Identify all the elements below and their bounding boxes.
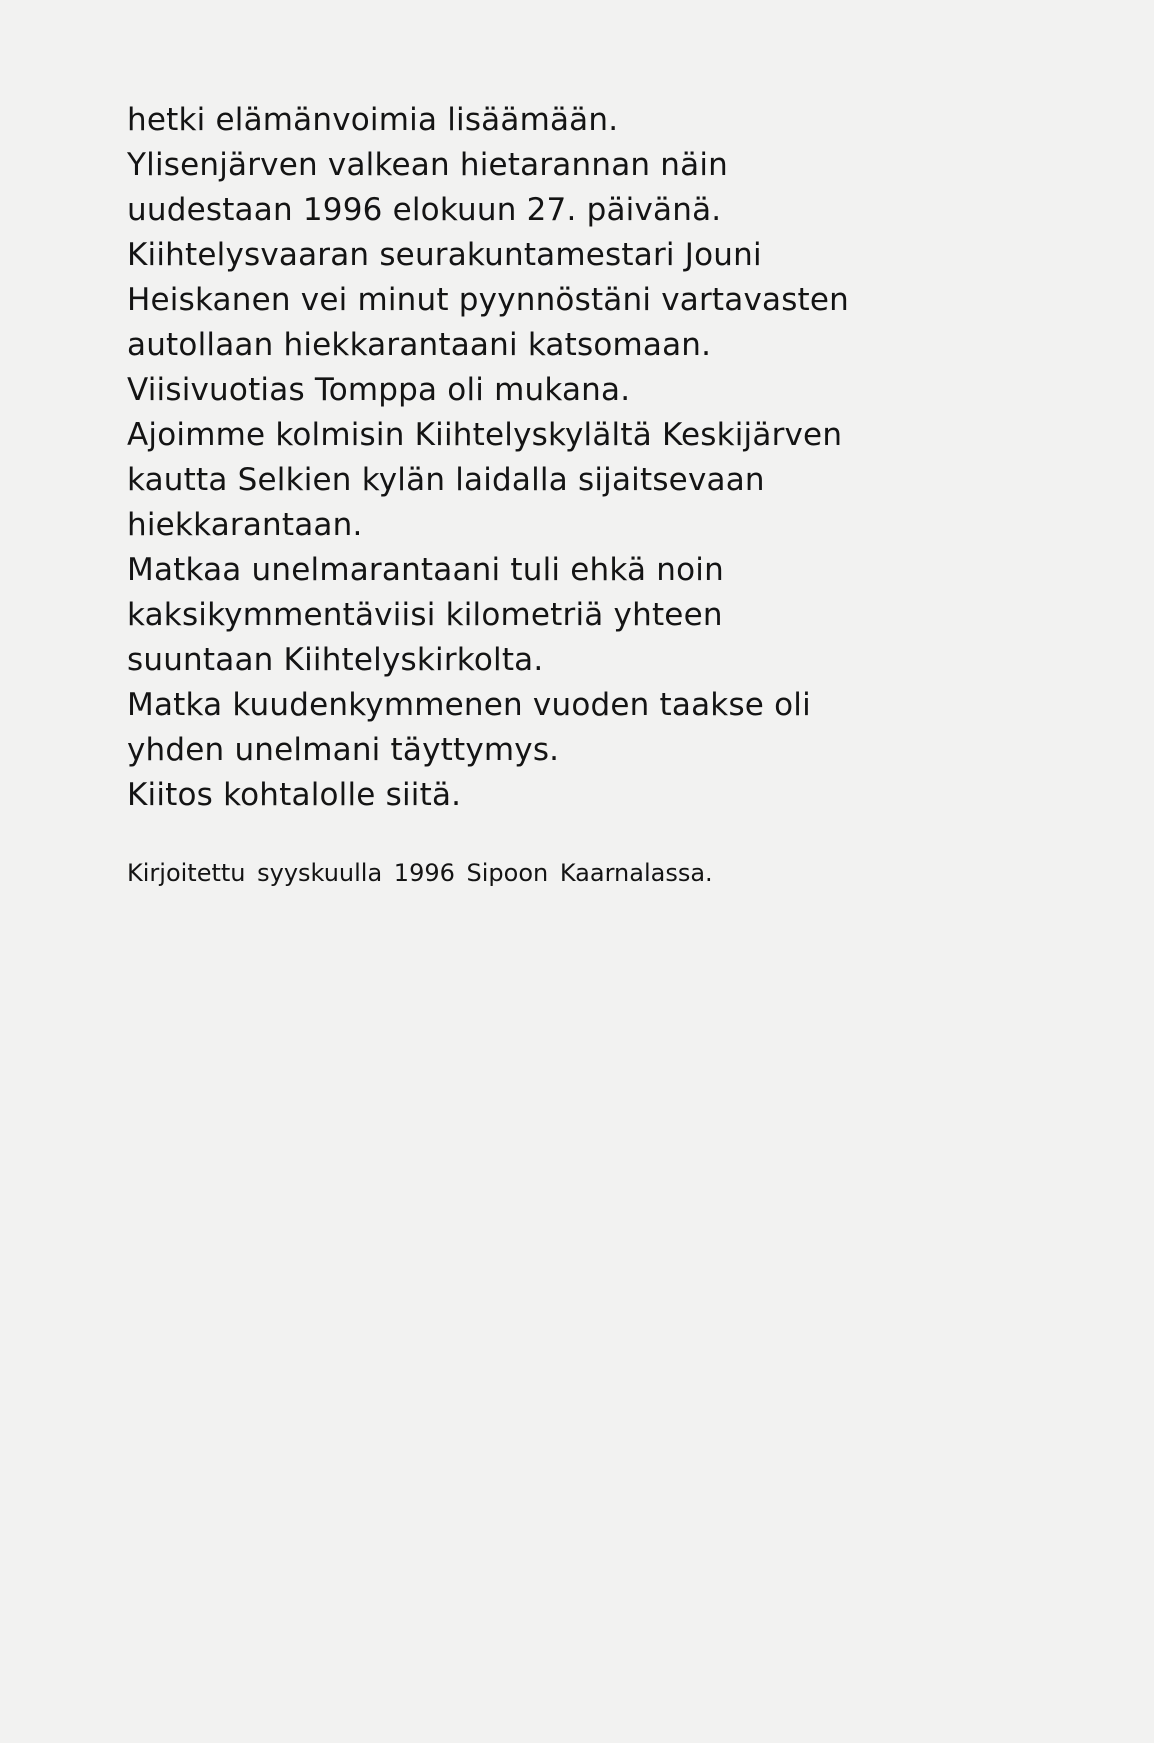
text-line: hiekkarantaan. bbox=[127, 507, 363, 543]
text-line: Heiskanen vei minut pyynnöstäni vartavasten bbox=[127, 282, 850, 318]
text-line: Ylisenjärven valkean hietarannan näin bbox=[127, 147, 729, 183]
text-line: kaksikymmentäviisi kilometriä yhteen bbox=[127, 597, 723, 633]
text-line: Kiihtelysvaaran seurakuntamestari Jouni bbox=[127, 237, 762, 273]
text-line: autollaan hiekkarantaani katsomaan. bbox=[127, 327, 712, 363]
text-line: Matkaa unelmarantaani tuli ehkä noin bbox=[127, 552, 724, 588]
text-line: Ajoimme kolmisin Kiihtelyskylältä Keskijärven bbox=[127, 417, 843, 453]
text-line: kautta Selkien kylän laidalla sijaitsevaan bbox=[127, 462, 765, 498]
text-line: Viisivuotias Tomppa oli mukana. bbox=[127, 372, 631, 408]
text-line: hetki elämänvoimia lisäämään. bbox=[127, 102, 619, 138]
signature-line: Kirjoitettu syyskuulla 1996 Sipoon Kaarnalassa. bbox=[127, 859, 713, 887]
text-line: Matka kuudenkymmenen vuoden taakse oli bbox=[127, 687, 811, 723]
text-line: suuntaan Kiihtelyskirkolta. bbox=[127, 642, 544, 678]
text-line: Kiitos kohtalolle siitä. bbox=[127, 777, 462, 813]
body-text bbox=[127, 98, 1007, 818]
text-line: yhden unelmani täyttymys. bbox=[127, 732, 560, 768]
text-line: uudestaan 1996 elokuun 27. päivänä. bbox=[127, 192, 722, 228]
